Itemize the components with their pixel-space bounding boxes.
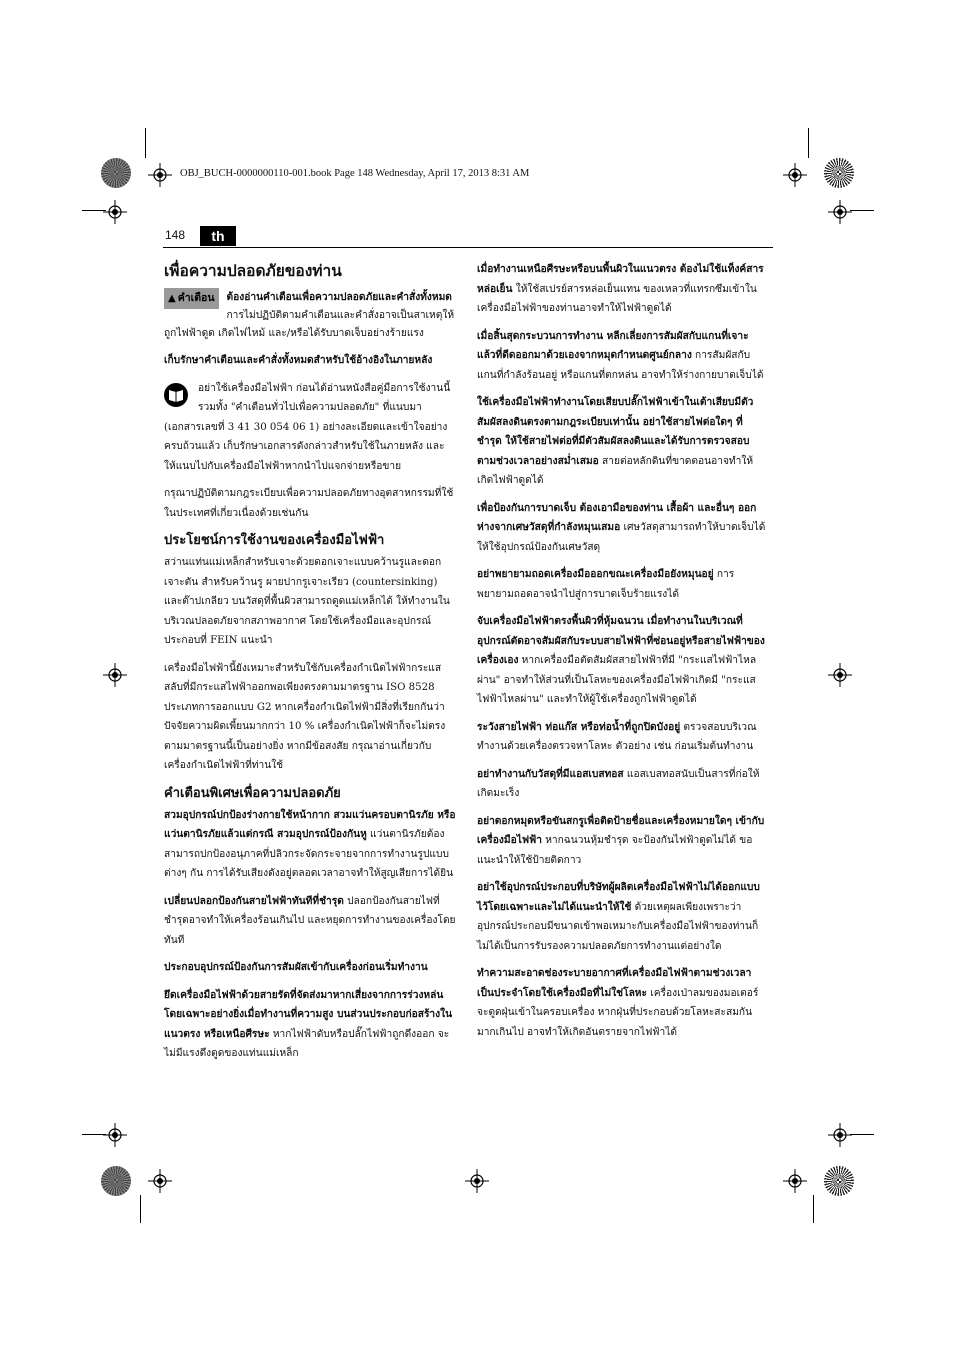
crosshair-mark-bottom-left <box>148 1169 172 1193</box>
left-column <box>164 260 456 1072</box>
crosshair-mark-bottom-center <box>465 1169 489 1193</box>
right-warning-8: อย่าทำงานกับวัสดุที่มีแอสเบสทอส แอสเบสทอสนับเป็นสารที่ก่อให้เกิดมะเร็ง <box>477 767 760 799</box>
registration-rosette-bottom-left <box>101 1166 131 1196</box>
header-rule <box>163 247 773 248</box>
right-column <box>477 260 767 1050</box>
keep-instructions: เก็บรักษาคำเตือนและคำสั่งทั้งหมดสำหรับใช้อ้างอิงในภายหลัง <box>164 354 433 366</box>
right-warning-11: ทำความสะอาดช่องระบายอากาศที่เครื่องมือไฟฟ้าตามช่วงเวลาเป็นประจำโดยใช้เครื่องมือที่ไม่ใช่โลหะ เครื่องเป่าลมของมอเตอร์จะดูดฝุ่นเข้าในครอบเครื่อง หากฝุ่นที่ประกอบด้วยโลหะสะสมกันมากเกินไป อาจทำให้เกิดอันตรายจากไฟฟ้าได้ <box>477 967 759 1038</box>
right-warning-9: อย่าตอกหมุดหรือขันสกรูเพื่อติดป้ายชื่อและเครื่องหมายใดๆ เข้ากับเครื่องมือไฟฟ้า หากฉนวนหุ้มชำรุด จะป้องกันไฟฟ้าดูดไม่ได้ ขอแนะนำให้ใช้ป้ายติดกาว <box>477 814 765 866</box>
book-file-info: OBJ_BUCH-0000000110-001.book Page 148 Wednesday, April 17, 2013 8:31 AM <box>180 168 530 179</box>
use-paragraph-1: สว่านแท่นแม่เหล็กสำหรับเจาะด้วยดอกเจาะแบบคว้านรูและดอกเจาะตัน สำหรับคว้านรู ผายปากรูเจาะเรียว (countersinking) และต๊าปเกลียว บนวัสดุที่พื้นผิวสามารถดูดแม่เหล็กได้ ให้ทำงานในบริเวณปลอดภัยจากสภาพอากาศ โดยใช้เครื่องมือและอุปกรณ์ประกอบที่ FEIN แนะนำ <box>164 557 450 646</box>
warning-triangle-icon: ▲ <box>168 293 176 304</box>
section-title-safety: เพื่อความปลอดภัยของท่าน <box>164 261 342 280</box>
crop-line <box>808 128 809 158</box>
section-title-use: ประโยชน์การใช้งานของเครื่องมือไฟฟ้า <box>164 533 385 548</box>
section-title-special: คำเตือนพิเศษเพื่อความปลอดภัย <box>164 785 341 801</box>
crop-line <box>82 1134 106 1135</box>
crosshair-mark-top-right <box>783 163 807 187</box>
special-warning-3: ประกอบอุปกรณ์ป้องกันการสัมผัสเข้ากับเครื่องก่อนเริ่มทำงาน <box>164 961 428 973</box>
follow-rules: กรุณาปฏิบัติตามกฎระเบียบเพื่อความปลอดภัยทางอุตสาหกรรมที่ใช้ในประเทศที่เกี่ยวเนื่องด้วยเช่นกัน <box>164 488 454 519</box>
warning-badge: ▲ คำเตือน <box>164 288 219 309</box>
crosshair-mark-right-upper <box>828 200 852 224</box>
read-manual-icon <box>164 383 188 407</box>
crosshair-mark-bottom-right <box>783 1169 807 1193</box>
language-tab: th <box>200 226 236 246</box>
crop-line <box>850 210 874 211</box>
registration-rosette-top-right <box>824 158 854 188</box>
right-warning-10: อย่าใช้อุปกรณ์ประกอบที่บริษัทผู้ผลิตเครื่องมือไฟฟ้าไม่ได้ออกแบบไว้โดยเฉพาะและไม่ได้แนะนำให้ใช้ ด้วยเหตุผลเพียงเพราะว่าอุปกรณ์ประกอบมีขนาดเข้าพอเหมาะกับเครื่องมือไฟฟ้าของท่านก็ไม่ได้เป็นการรับรองความปลอดภัยการทำงานแต่อย่างใด <box>477 881 760 952</box>
crosshair-mark-right-middle <box>828 663 852 687</box>
crosshair-mark-right-lower <box>828 1123 852 1147</box>
special-warning-1: สวมอุปกรณ์ปกป้องร่างกายใช้หน้ากาก สวมแว่นครอบตานิรภัย หรือแว่นตานิรภัยแล้วแต่กรณี สวมอุปกรณ์ป้องกันหู แว่นตานิรภัยต้องสามารถปกป้องอนุภาคที่ปลิวกระจัดกระจายจากการทำงานรูปแบบต่างๆ กัน การได้รับเสียงดังอยู่ตลอดเวลาอาจทำให้สูญเสียการได้ยิน <box>164 808 456 879</box>
crop-line <box>850 1134 874 1135</box>
right-warning-5: อย่าพยายามถอดเครื่องมือออกขณะเครื่องมือยังหมุนอยู่ การพยายามถอดอาจนำไปสู่การบาดเจ็บร้ายแรงได้ <box>477 568 735 600</box>
right-warning-1: เมื่อทำงานเหนือศีรษะหรือบนพื้นผิวในแนวตรง ต้องไม่ใช้แท็งค์สารหล่อเย็น ให้ใช้สเปรย์สารหล่อเย็นแทน ของเหลวที่แทรกซึมเข้าในเครื่องมือไฟฟ้าของท่านอาจทำให้ไฟฟ้าดูดได้ <box>477 263 764 314</box>
right-warning-2: เมื่อสิ้นสุดกระบวนการทำงาน หลีกเลี่ยงการสัมผัสกับแกนที่เจาะแล้วที่ดีดออกมาด้วยเองจากหมุดกำหนดศูนย์กลาง การสัมผัสกับแกนที่กำลังร้อนอยู่ หรือแกนที่ตกหล่น อาจทำให้ร่างกายบาดเจ็บได้ <box>477 329 764 381</box>
registration-rosette-top-left <box>101 158 131 188</box>
crosshair-mark-left-upper <box>103 200 127 224</box>
special-warning-2: เปลี่ยนปลอกป้องกันสายไฟฟ้าทันทีที่ชำรุด ปลอกป้องกันสายไฟที่ชำรุดอาจทำให้เครื่องร้อนเกินไป และหยุดการทำงานของเครื่องโดยทันที <box>164 894 456 946</box>
right-warning-7: ระวังสายไฟฟ้า ท่อแก๊ส หรือท่อน้ำที่ถูกปิดบังอยู่ ตรวจสอบบริเวณทำงานด้วยเครื่องตรวจหาโลหะ ตัวอย่าง เช่น ก่อนเริ่มต้นทำงาน <box>477 720 757 752</box>
book-icon-paragraph: อย่าใช้เครื่องมือไฟฟ้า ก่อนได้อ่านหนังสือคู่มือการใช้งานนี้ รวมทั้ง "คำเตือนทั่วไปเพื่อความปลอดภัย" ที่แนบมา (เอกสารเลขที่ 3 41 30 054 06 1) อย่างละเอียดและเข้าใจอย่างครบถ้วนแล้ว เก็บรักษาเอกสารดังกล่าวสำหรับใช้ในภายหลัง และให้แนบไปกับเครื่องมือไฟฟ้าหากนำไปแจกจ่ายหรือขาย <box>164 382 451 472</box>
crop-line <box>813 1195 814 1223</box>
crop-line <box>82 210 106 211</box>
crosshair-mark-left-lower <box>103 1123 127 1147</box>
registration-rosette-bottom-right <box>824 1166 854 1196</box>
crop-line <box>140 1195 141 1223</box>
use-paragraph-2: เครื่องมือไฟฟ้านี้ยังเหมาะสำหรับใช้กับเครื่องกำเนิดไฟฟ้ากระแสสลับที่มีกระแสไฟฟ้าออกพอเพียงตรงตามมาตรฐาน ISO 8528 ประเภทการออกแบบ G2 หากเครื่องกำเนิดไฟฟ้ามีสิ่งที่เรียกกันว่าปัจจัยความผิดเพี้ยนมากกว่า 10 % เครื่องกำเนิดไฟฟ้าก็จะไม่ตรงตามมาตรฐานนี้เป็นอย่างยิ่ง หากมีข้อสงสัย กรุณาอ่านเกี่ยวกับเครื่องกำเนิดไฟฟ้าที่ท่านใช้ <box>164 662 446 771</box>
crop-line <box>145 128 146 158</box>
crosshair-mark-top-left <box>148 163 172 187</box>
right-warning-4: เพื่อป้องกันการบาดเจ็บ ต้องเอามือของท่าน เสื้อผ้า และอื่นๆ ออกห่างจากเศษวัสดุที่กำลังหมุนเสมอ เศษวัสดุสามารถทำให้บาดเจ็บได้ ให้ใช้อุปกรณ์ป้องกันเศษวัสดุ <box>477 501 766 553</box>
right-warning-6: จับเครื่องมือไฟฟ้าตรงพื้นผิวที่หุ้มฉนวน เมื่อทำงานในบริเวณที่อุปกรณ์ตัดอาจสัมผัสกับระบบสายไฟฟ้าที่ซ่อนอยู่หรือสายไฟฟ้าของเครื่องเอง หากเครื่องมือตัดสัมผัสสายไฟฟ้าที่มี "กระแสไฟฟ้าไหลผ่าน" อาจทำให้ส่วนที่เป็นโลหะของเครื่องมือไฟฟ้าเกิดมี "กระแสไฟฟ้าไหลผ่าน" และทำให้ผู้ใช้เครื่องถูกไฟฟ้าดูดได้ <box>477 615 765 705</box>
crosshair-mark-left-middle <box>103 663 127 687</box>
special-warning-4: ยึดเครื่องมือไฟฟ้าด้วยสายรัดที่จัดส่งมาหากเสี่ยงจากการร่วงหล่น โดยเฉพาะอย่างยิ่งเมื่อทำงานที่ความสูง บนส่วนประกอบก่อสร้างในแนวตรง หรือเหนือศีรษะ หากไฟฟ้าดับหรือปลั๊กไฟฟ้าถูกดึงออก จะไม่มีแรงดึงดูดของแท่นแม่เหล็ก <box>164 988 453 1059</box>
warning-paragraph: ▲ คำเตือน ต้องอ่านคำเตือนเพื่อความปลอดภัยและคำสั่งทั้งหมด การไม่ปฏิบัติตามคำเตือนและคำสั่งอาจเป็นสาเหตุให้ถูกไฟฟ้าดูด เกิดไฟไหม้ และ/หรือได้รับบาดเจ็บอย่างร้ายแรง <box>164 288 456 343</box>
page-number: 148 <box>165 228 186 242</box>
right-warning-3: ใช้เครื่องมือไฟฟ้าทำงานโดยเสียบปลั๊กไฟฟ้าเข้าในเต้าเสียบมีตัวสัมผัสลงดินตรงตามกฎระเบียบเท่านั้น อย่าใช้สายไฟต่อใดๆ ที่ชำรุด ให้ใช้สายไฟต่อที่มีตัวสัมผัสลงดินและได้รับการตรวจสอบตามช่วงเวลาอย่างสม่ำเสมอ สายต่อหลักดินที่ขาดตอนอาจทำให้เกิดไฟฟ้าดูดได้ <box>477 396 754 486</box>
